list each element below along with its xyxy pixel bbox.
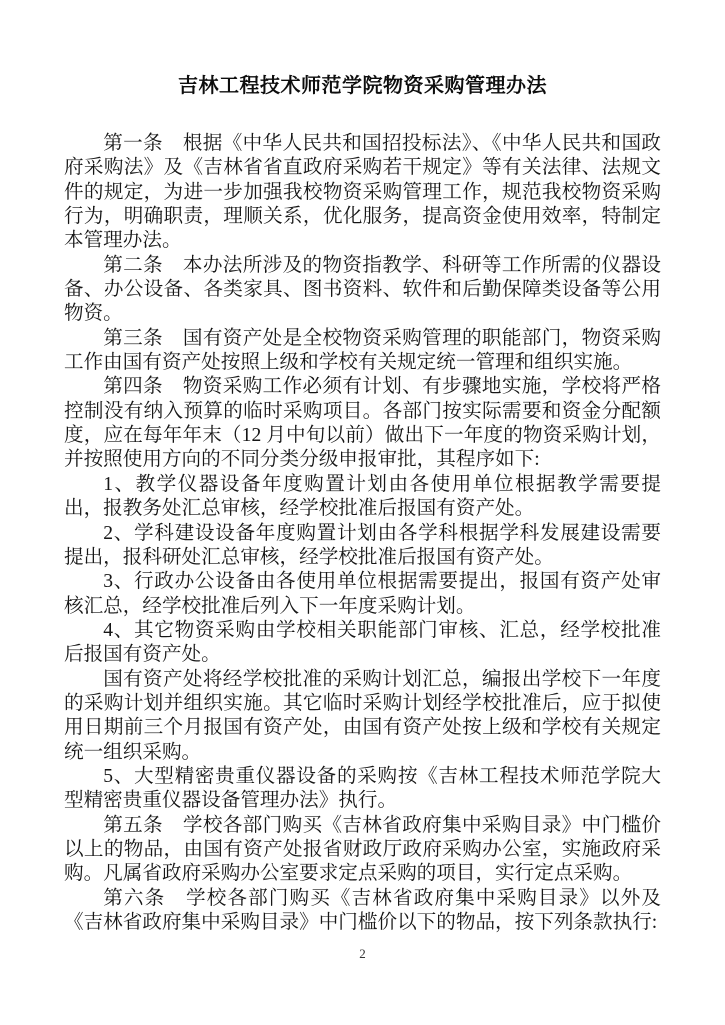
paragraph-article-3: 第三条 国有资产处是全校物资采购管理的职能部门，物资采购工作由国有资产处按照上级和学校有关规定统一管理和组织实施。 (64, 327, 661, 374)
paragraph-plan-summary: 国有资产处将经学校批准的采购计划汇总，编报出学校下一年度的采购计划并组织实施。其它临时采购计划经学校批准后，应于拟使用日期前三个月报国有资产处，由国有资产处按上级和学校有关规定统一组织采购。 (64, 668, 661, 763)
paragraph-article-5: 第五条 学校各部门购买《吉林省政府集中采购目录》中门槛价以上的物品，由国有资产处报省财政厅政府采购办公室，实施政府采购。凡属省政府采购办公室要求定点采购的项目，实行定点采购。 (64, 814, 661, 885)
page-number: 2 (359, 946, 366, 961)
document-title: 吉林工程技术师范学院物资采购管理办法 (178, 75, 547, 97)
paragraph-item-3: 3、行政办公设备由各使用单位根据需要提出，报国有资产处审核汇总，经学校批准后列入下一年度采购计划。 (64, 571, 661, 617)
paragraph-item-5: 5、大型精密贵重仪器设备的采购按《吉林工程技术师范学院大型精密贵重仪器设备管理办法》执行。 (64, 765, 661, 812)
paragraph-article-1: 第一条 根据《中华人民共和国招投标法》、《中华人民共和国政府采购法》及《吉林省省直政府采购若干规定》等有关法律、法规文件的规定，为进一步加强我校物资采购管理工作，规范我校物资采购行为，明确职责，理顺关系，优化服务，提高资金使用效率，特制定本管理办法。 (64, 133, 661, 252)
paragraph-item-4: 4、其它物资采购由学校相关职能部门审核、汇总，经学校批准后报国有资产处。 (64, 619, 661, 666)
paragraph-article-4: 第四条 物资采购工作必须有计划、有步骤地实施，学校将严格控制没有纳入预算的临时采购项目。各部门按实际需要和资金分配额度，应在每年年末（12 月中旬以前）做出下一年度的物资采购计划，并按照使用方向的不同分类分级申报审批，其程序如下: (64, 376, 661, 471)
paragraph-item-2: 2、学科建设设备年度购置计划由各学科根据学科发展建设需要提出，报科研处汇总审核，经学校批准后报国有资产处。 (64, 522, 661, 568)
paragraph-article-6: 第六条 学校各部门购买《吉林省政府集中采购目录》以外及《吉林省政府集中采购目录》中门槛价以下的物品，按下列条款执行: (64, 887, 661, 933)
paragraph-item-1: 1、教学仪器设备年度购置计划由各使用单位根据教学需要提出，报教务处汇总审核，经学校批准后报国有资产处。 (64, 473, 661, 520)
document-body (64, 132, 661, 935)
paragraph-article-2: 第二条 本办法所涉及的物资指教学、科研等工作所需的仪器设备、办公设备、各类家具、图书资料、软件和后勤保障类设备等公用物资。 (64, 254, 661, 325)
